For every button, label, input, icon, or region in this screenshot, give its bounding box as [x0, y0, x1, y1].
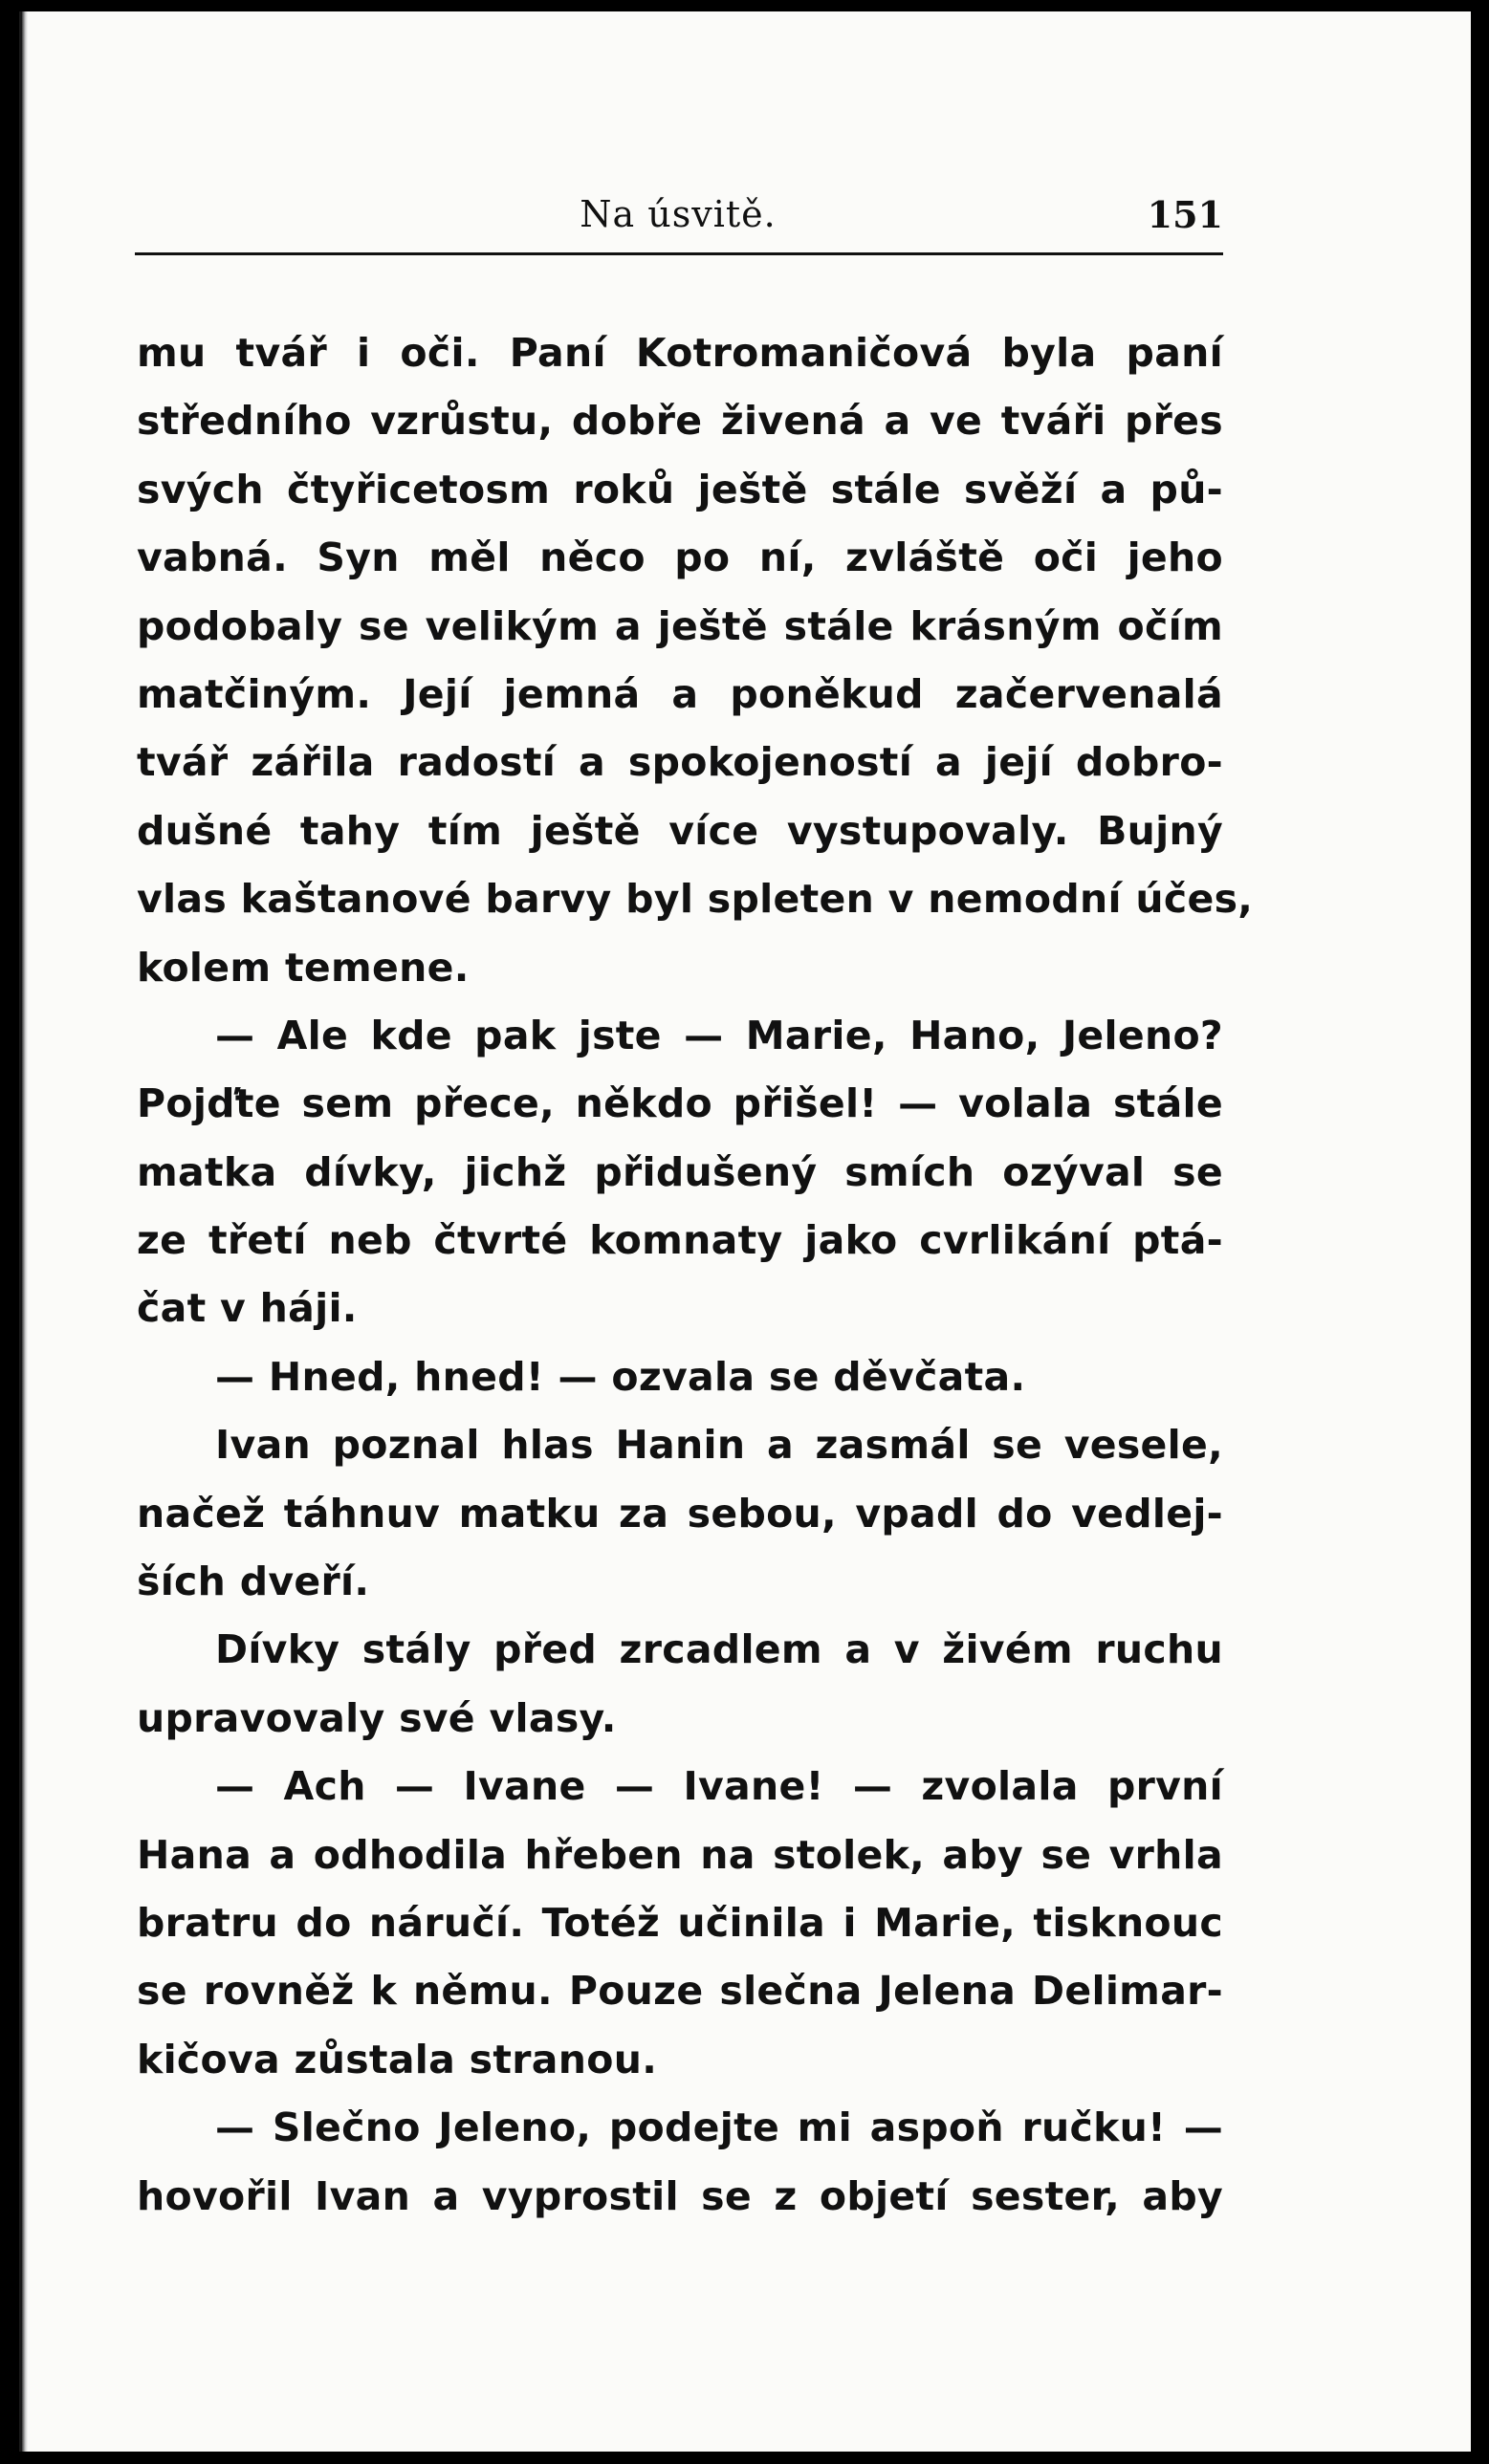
- text-line: načež táhnuv matku za sebou, vpadl do vedlej-: [137, 1490, 1223, 1537]
- text-line: dušné tahy tím ještě více vystupovaly. Bujný: [137, 807, 1223, 854]
- text-line: hovořil Ivan a vyprostil se z objetí sester, aby: [137, 2172, 1223, 2219]
- text-line: Ivan poznal hlas Hanin a zasmál se vesele,: [215, 1422, 1223, 1469]
- text-line: — Slečno Jeleno, podejte mi aspoň ručku! —: [215, 2104, 1223, 2151]
- text-line: kičova zůstala stranou.: [137, 2036, 658, 2082]
- page-number: 151: [1147, 193, 1223, 236]
- text-line: Dívky stály před zrcadlem a v živém ruchu: [215, 1626, 1223, 1673]
- header-divider: [135, 252, 1223, 255]
- text-line: bratru do náručí. Totéž učinila i Marie, tisknouc: [137, 1899, 1223, 1946]
- body-text: [137, 319, 1254, 2231]
- text-line: — Hned, hned! — ozvala se děvčata.: [215, 1353, 1026, 1400]
- text-line: vlas kaštanové barvy byl spleten v nemodní účes,: [137, 876, 1254, 923]
- text-line: tvář zářila radostí a spokojeností a její dobro-: [137, 739, 1223, 786]
- text-line: ze třetí neb čtvrté komnaty jako cvrlikání ptá-: [137, 1217, 1223, 1264]
- book-page: [19, 11, 1471, 2452]
- text-line: kolem temene.: [137, 944, 470, 991]
- text-line: ších dveří.: [137, 1559, 370, 1605]
- page-header: [133, 193, 1223, 260]
- running-title: Na úsvitě.: [580, 193, 777, 235]
- text-line: čat v háji.: [137, 1285, 358, 1332]
- text-line: středního vzrůstu, dobře živená a ve tváři přes: [137, 398, 1223, 445]
- text-line: matčiným. Její jemná a poněkud začervenalá: [137, 670, 1223, 717]
- text-line: se rovněž k němu. Pouze slečna Jelena Delimar-: [137, 1968, 1223, 2015]
- text-line: upravovaly své vlasy.: [137, 1694, 617, 1741]
- text-line: vabná. Syn měl něco po ní, zvláště oči jeho: [137, 534, 1223, 581]
- text-line: podobaly se velikým a ještě stále krásným očím: [137, 602, 1223, 649]
- text-line: matka dívky, jichž přidušený smích ozýval se: [137, 1148, 1223, 1195]
- text-line: mu tvář i oči. Paní Kotromaničová byla paní: [137, 330, 1223, 376]
- text-line: svých čtyřicetosm roků ještě stále svěží a pů-: [137, 466, 1223, 512]
- page-binding-edge: [22, 11, 28, 2452]
- text-line: — Ach — Ivane — Ivane! — zvolala první: [215, 1763, 1223, 1810]
- text-line: — Ale kde pak jste — Marie, Hano, Jeleno?: [215, 1012, 1223, 1058]
- text-line: Hana a odhodila hřeben na stolek, aby se vrhla: [137, 1831, 1223, 1878]
- text-line: Pojďte sem přece, někdo přišel! — volala stále: [137, 1080, 1223, 1127]
